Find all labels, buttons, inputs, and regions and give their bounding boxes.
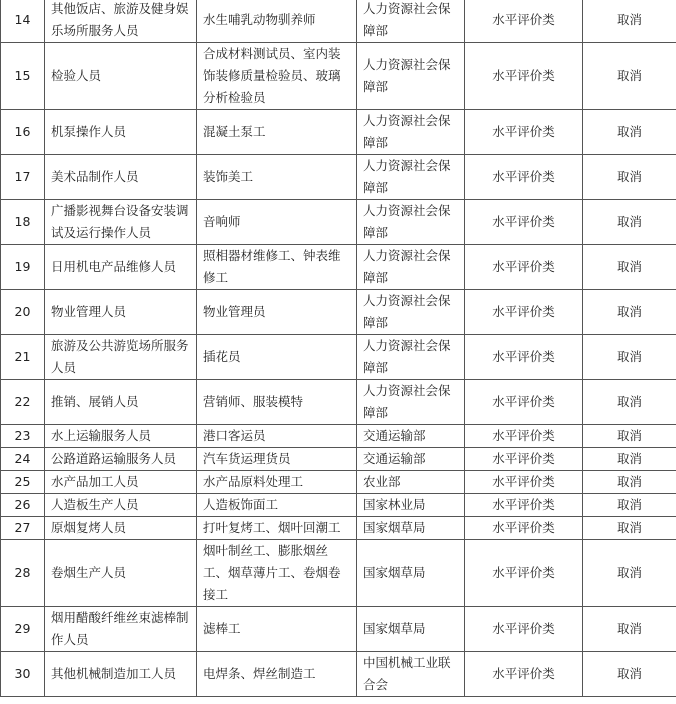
row-number-cell: 25	[1, 471, 45, 494]
table-row	[1, 517, 676, 540]
occupation-category-cell: 广播影视舞台设备安装调试及运行操作人员	[45, 200, 197, 245]
occupation-category-cell: 日用机电产品维修人员	[45, 245, 197, 290]
occupation-category-cell: 检验人员	[45, 43, 197, 110]
action-status-cell: 取消	[583, 425, 676, 448]
row-number-cell: 20	[1, 290, 45, 335]
department-cell: 国家烟草局	[357, 517, 465, 540]
action-status-cell: 取消	[583, 494, 676, 517]
evaluation-type-cell: 水平评价类	[465, 43, 583, 110]
action-status-cell: 取消	[583, 200, 676, 245]
department-cell: 交通运输部	[357, 448, 465, 471]
occupation-category-cell: 卷烟生产人员	[45, 540, 197, 607]
department-cell: 人力资源社会保障部	[357, 155, 465, 200]
occupation-name-cell: 水生哺乳动物驯养师	[197, 0, 357, 43]
row-number-cell: 26	[1, 494, 45, 517]
row-number-cell: 21	[1, 335, 45, 380]
occupation-name-cell: 打叶复烤工、烟叶回潮工	[197, 517, 357, 540]
department-cell: 交通运输部	[357, 425, 465, 448]
table-row	[1, 380, 676, 425]
action-status-cell: 取消	[583, 448, 676, 471]
action-status-cell: 取消	[583, 471, 676, 494]
department-cell: 农业部	[357, 471, 465, 494]
evaluation-type-cell: 水平评价类	[465, 540, 583, 607]
action-status-cell: 取消	[583, 245, 676, 290]
occupation-category-cell: 原烟复烤人员	[45, 517, 197, 540]
row-number-cell: 19	[1, 245, 45, 290]
evaluation-type-cell: 水平评价类	[465, 110, 583, 155]
occupation-name-cell: 汽车货运理货员	[197, 448, 357, 471]
occupation-category-cell: 其他饭店、旅游及健身娱乐场所服务人员	[45, 0, 197, 43]
evaluation-type-cell: 水平评价类	[465, 245, 583, 290]
department-cell: 国家林业局	[357, 494, 465, 517]
department-cell: 人力资源社会保障部	[357, 200, 465, 245]
action-status-cell: 取消	[583, 43, 676, 110]
table-row	[1, 448, 676, 471]
occupation-category-cell: 机泵操作人员	[45, 110, 197, 155]
row-number-cell: 22	[1, 380, 45, 425]
evaluation-type-cell: 水平评价类	[465, 448, 583, 471]
table-row	[1, 155, 676, 200]
occupation-category-cell: 公路道路运输服务人员	[45, 448, 197, 471]
department-cell: 人力资源社会保障部	[357, 380, 465, 425]
row-number-cell: 30	[1, 652, 45, 697]
table-row	[1, 494, 676, 517]
occupation-name-cell: 照相器材维修工、钟表维修工	[197, 245, 357, 290]
action-status-cell: 取消	[583, 517, 676, 540]
evaluation-type-cell: 水平评价类	[465, 380, 583, 425]
row-number-cell: 17	[1, 155, 45, 200]
occupation-category-cell: 物业管理人员	[45, 290, 197, 335]
department-cell: 人力资源社会保障部	[357, 110, 465, 155]
evaluation-type-cell: 水平评价类	[465, 290, 583, 335]
occupation-name-cell: 烟叶制丝工、膨胀烟丝工、烟草薄片工、卷烟卷接工	[197, 540, 357, 607]
table-row	[1, 245, 676, 290]
evaluation-type-cell: 水平评价类	[465, 0, 583, 43]
evaluation-type-cell: 水平评价类	[465, 607, 583, 652]
evaluation-type-cell: 水平评价类	[465, 200, 583, 245]
occupation-category-cell: 水上运输服务人员	[45, 425, 197, 448]
occupation-name-cell: 电焊条、焊丝制造工	[197, 652, 357, 697]
occupation-category-cell: 推销、展销人员	[45, 380, 197, 425]
table-row	[1, 43, 676, 110]
row-number-cell: 18	[1, 200, 45, 245]
row-number-cell: 29	[1, 607, 45, 652]
action-status-cell: 取消	[583, 335, 676, 380]
row-number-cell: 15	[1, 43, 45, 110]
table-row	[1, 290, 676, 335]
department-cell: 国家烟草局	[357, 540, 465, 607]
occupation-name-cell: 合成材料测试员、室内装饰装修质量检验员、玻璃分析检验员	[197, 43, 357, 110]
occupation-category-cell: 旅游及公共游览场所服务人员	[45, 335, 197, 380]
occupation-name-cell: 音响师	[197, 200, 357, 245]
occupation-category-cell: 烟用醋酸纤维丝束滤棒制作人员	[45, 607, 197, 652]
department-cell: 国家烟草局	[357, 607, 465, 652]
row-number-cell: 24	[1, 448, 45, 471]
row-number-cell: 23	[1, 425, 45, 448]
occupation-category-cell: 其他机械制造加工人员	[45, 652, 197, 697]
table-row	[1, 200, 676, 245]
table-row	[1, 652, 676, 697]
department-cell: 人力资源社会保障部	[357, 245, 465, 290]
action-status-cell: 取消	[583, 652, 676, 697]
table-row	[1, 471, 676, 494]
evaluation-type-cell: 水平评价类	[465, 494, 583, 517]
department-cell: 人力资源社会保障部	[357, 335, 465, 380]
occupation-name-cell: 装饰美工	[197, 155, 357, 200]
occupation-name-cell: 物业管理员	[197, 290, 357, 335]
occupation-name-cell: 人造板饰面工	[197, 494, 357, 517]
action-status-cell: 取消	[583, 155, 676, 200]
action-status-cell: 取消	[583, 540, 676, 607]
occupation-name-cell: 混凝土泵工	[197, 110, 357, 155]
evaluation-type-cell: 水平评价类	[465, 155, 583, 200]
evaluation-type-cell: 水平评价类	[465, 471, 583, 494]
row-number-cell: 14	[1, 0, 45, 43]
occupation-table-body	[1, 0, 676, 697]
evaluation-type-cell: 水平评价类	[465, 652, 583, 697]
department-cell: 中国机械工业联合会	[357, 652, 465, 697]
department-cell: 人力资源社会保障部	[357, 43, 465, 110]
action-status-cell: 取消	[583, 380, 676, 425]
table-row	[1, 607, 676, 652]
occupation-category-cell: 人造板生产人员	[45, 494, 197, 517]
occupation-name-cell: 滤棒工	[197, 607, 357, 652]
action-status-cell: 取消	[583, 110, 676, 155]
row-number-cell: 28	[1, 540, 45, 607]
occupation-category-cell: 水产品加工人员	[45, 471, 197, 494]
occupation-category-cell: 美术品制作人员	[45, 155, 197, 200]
table-row	[1, 425, 676, 448]
action-status-cell: 取消	[583, 0, 676, 43]
row-number-cell: 16	[1, 110, 45, 155]
department-cell: 人力资源社会保障部	[357, 0, 465, 43]
evaluation-type-cell: 水平评价类	[465, 517, 583, 540]
row-number-cell: 27	[1, 517, 45, 540]
evaluation-type-cell: 水平评价类	[465, 335, 583, 380]
evaluation-type-cell: 水平评价类	[465, 425, 583, 448]
table-row	[1, 335, 676, 380]
occupation-name-cell: 插花员	[197, 335, 357, 380]
action-status-cell: 取消	[583, 607, 676, 652]
table-row	[1, 540, 676, 607]
table-row	[1, 110, 676, 155]
action-status-cell: 取消	[583, 290, 676, 335]
table-row	[1, 0, 676, 43]
occupation-name-cell: 营销师、服装模特	[197, 380, 357, 425]
occupation-name-cell: 港口客运员	[197, 425, 357, 448]
department-cell: 人力资源社会保障部	[357, 290, 465, 335]
occupation-name-cell: 水产品原料处理工	[197, 471, 357, 494]
